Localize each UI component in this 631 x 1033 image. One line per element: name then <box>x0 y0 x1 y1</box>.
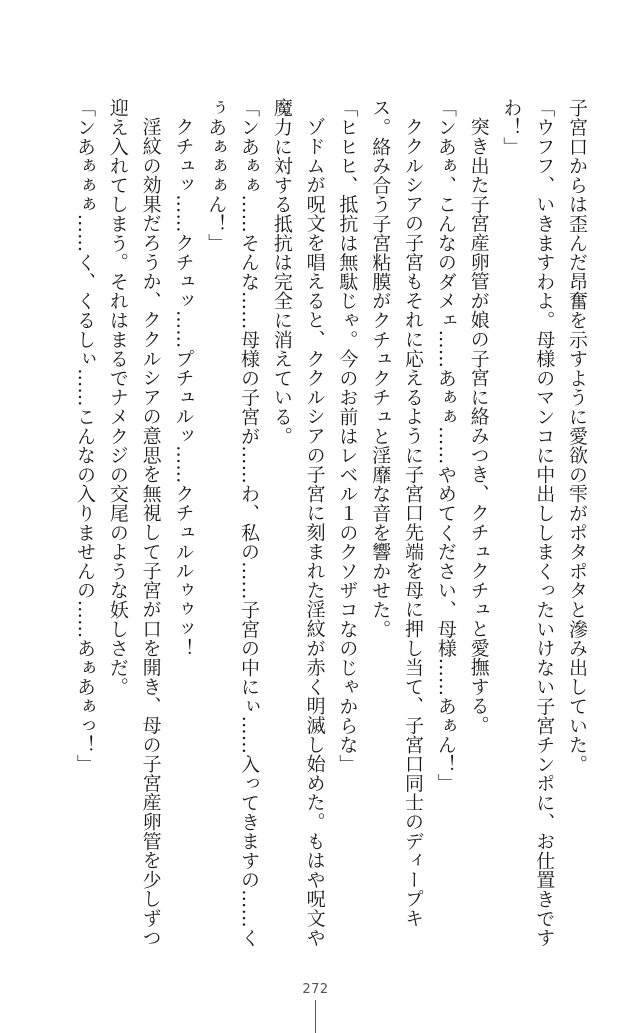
text-line: ククルシアの子宮もそれに応えるように子宮口先端を母に押し当て、子宮口同士のディープキス。絡み合う子宮粘膜がクチュクチュと淫靡な音を響かせた。 <box>369 98 425 928</box>
text-line: 「ンあぁぁ……そんな……母様の子宮が……わ、私の……子宮の中にぃ……入ってきますの……くぅあぁぁぁん！」 <box>205 98 261 948</box>
text-line: 「ンあぁぁぁ……く、くるしぃ……こんなの入りませんの……あぁあぁっ！」 <box>74 98 97 774</box>
text-line: 「ウフフ、いきますわよ。母様のマンコに中出ししまくったいけない子宮チンポに、お仕置きですわ！」 <box>500 98 556 948</box>
text-line: クチュッ……クチュッ……プチュルッ……クチュルルゥゥッ！ <box>172 117 195 658</box>
text-line: 「ヒヒヒ、抵抗は無駄じゃ。今のお前はレベル１のクソザコなのじゃからな」 <box>336 98 359 774</box>
page-number-rule <box>315 1000 316 1033</box>
text-line: 淫紋の効果だろうか、ククルシアの意思を無視して子宮が口を開き、母の子宮産卵管を少しずつ迎え入れてしまう。それはまるでナメクジの交尾のような妖しさだ。 <box>106 98 162 947</box>
text-line: 「ンあぁ、こんなのダメェ……あぁぁ……やめてください、母様……あぁん！」 <box>434 98 457 793</box>
page-number: 272 <box>302 982 329 997</box>
text-line: ゾドムが呪文を唱えると、ククルシアの子宮に刻まれた淫紋が赤く明滅し始めた。もはや呪文や魔力に対する抵抗は完全に消えている。 <box>270 98 326 947</box>
text-line: 子宮口からは歪んだ昂奮を示すように愛欲の雫がポタポタと滲み出していた。 <box>566 98 588 774</box>
page-body-text <box>33 98 593 948</box>
text-line: 突き出た子宮産卵管が娘の子宮に絡みつき、クチュクチュと愛撫する。 <box>467 117 490 735</box>
